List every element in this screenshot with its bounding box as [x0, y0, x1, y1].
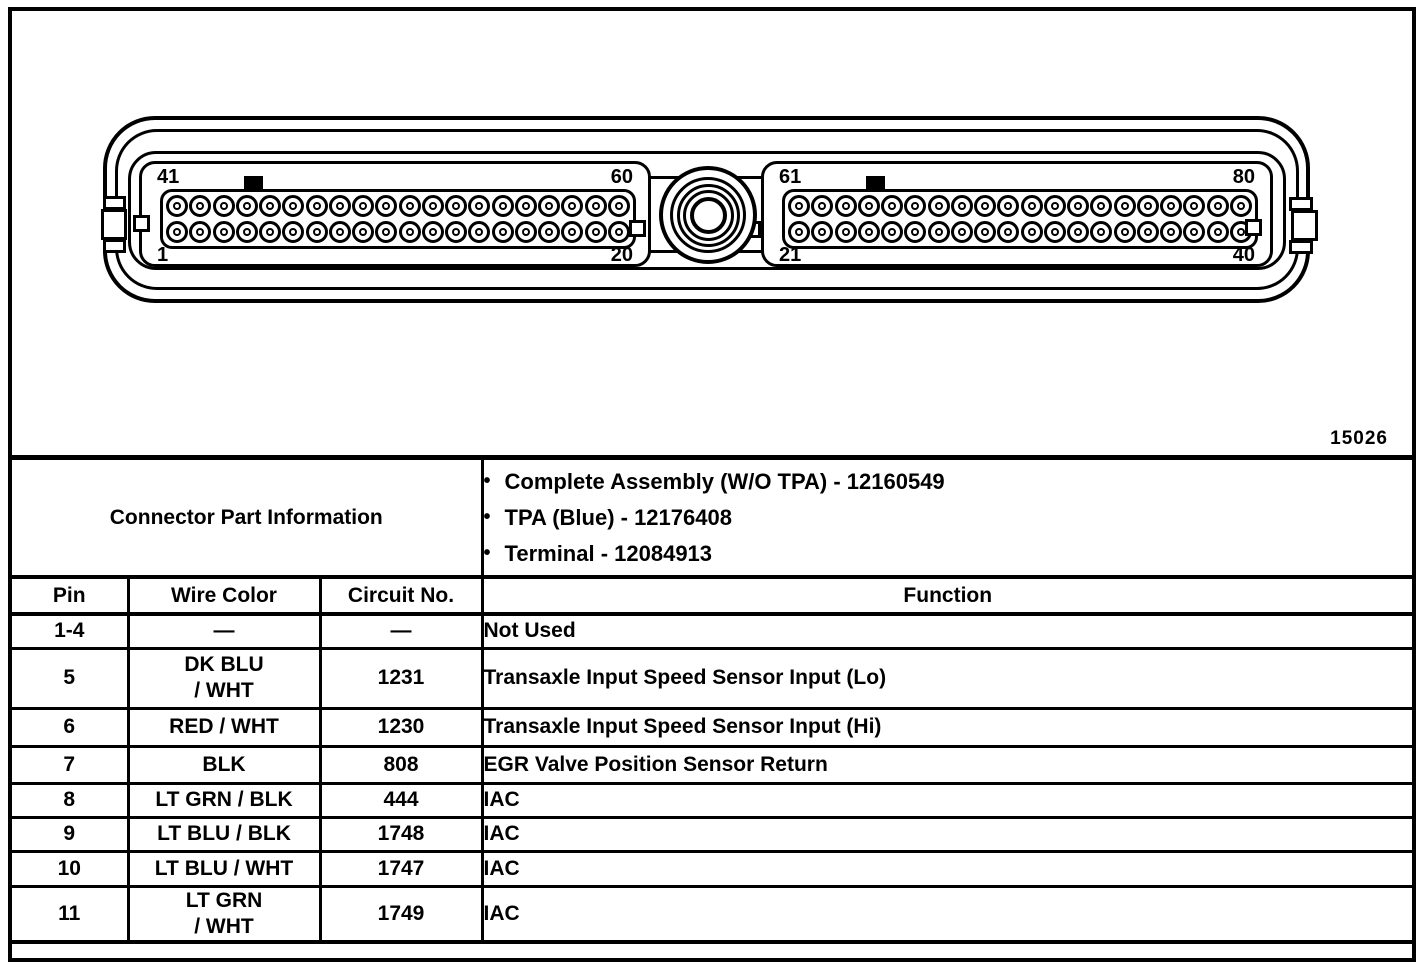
pin-cavity: [422, 221, 444, 243]
pin-cavity: [561, 195, 583, 217]
pin-cavity: [259, 195, 281, 217]
pin-cavity: [1137, 195, 1159, 217]
shell-notch: [1245, 219, 1262, 236]
pin-block-right: [761, 161, 1273, 267]
table-row: [12, 783, 1412, 817]
pin-cavity: [858, 195, 880, 217]
circuit-cell: 444: [320, 783, 482, 817]
pin-cavity: [445, 221, 467, 243]
bullet-icon: •: [483, 470, 491, 492]
pin-cavity: [375, 195, 397, 217]
wire-color-cell: RED / WHT: [128, 708, 320, 746]
header-function: Function: [482, 577, 1412, 614]
part-info-list: [482, 458, 1412, 578]
pin-cavity: [399, 221, 421, 243]
pin-cavity: [492, 195, 514, 217]
table-row: [12, 614, 1412, 648]
pin-cavity: [811, 195, 833, 217]
part-info-text: Complete Assembly (W/O TPA) - 12160549: [504, 469, 945, 494]
table-row: [12, 746, 1412, 783]
pin-cavity: [306, 221, 328, 243]
pin-cavity: [997, 195, 1019, 217]
shell-notch: [133, 215, 150, 232]
pin-row: [788, 193, 1252, 218]
function-cell: IAC: [483, 901, 520, 925]
header-wire-color: Wire Color: [128, 577, 320, 614]
part-info-item: [484, 503, 1412, 532]
pin-cavity: [951, 195, 973, 217]
part-info-title: Connector Part Information: [12, 458, 482, 578]
function-cell: IAC: [482, 817, 1412, 851]
pin-cavity: [904, 221, 926, 243]
pin-row: [788, 220, 1252, 245]
pin-cavity: [881, 195, 903, 217]
pin-label-60: 60: [610, 166, 633, 188]
wire-color-cell: LT GRN / WHT: [128, 886, 320, 942]
pin-cavity: [881, 221, 903, 243]
pin-cavity: [306, 195, 328, 217]
function-cell: EGR Valve Position Sensor Return: [482, 746, 1412, 783]
pin-cell: 5: [12, 648, 128, 708]
pin-cavity: [166, 221, 188, 243]
pin-label-1: 1: [157, 244, 169, 266]
pin-cavity: [928, 195, 950, 217]
part-info-text: TPA (Blue) - 12176408: [504, 505, 732, 530]
pin-shell-left: [160, 189, 636, 249]
pin-cavity: [1090, 221, 1112, 243]
pin-cavity: [236, 195, 258, 217]
pin-cavity: [561, 221, 583, 243]
pin-cavity: [1183, 195, 1205, 217]
pin-cavity: [1207, 221, 1229, 243]
circuit-cell: 1230: [320, 708, 482, 746]
table-row: [12, 851, 1412, 886]
pin-cavity: [375, 221, 397, 243]
function-cell: Transaxle Input Speed Sensor Input (Hi): [482, 708, 1412, 746]
function-cell: Not Used: [482, 614, 1412, 648]
pin-cell: 7: [12, 746, 128, 783]
table-row: [12, 817, 1412, 851]
pin-label-21: 21: [779, 244, 802, 266]
pin-cavity: [329, 195, 351, 217]
pin-shell-right: [782, 189, 1258, 249]
wire-color-cell: LT GRN / BLK: [128, 783, 320, 817]
pin-cavity: [1160, 221, 1182, 243]
pin-cavity: [538, 221, 560, 243]
pin-cell: 10: [12, 851, 128, 886]
pin-cavity: [835, 195, 857, 217]
pin-cavity: [515, 195, 537, 217]
pin-label-61: 61: [779, 166, 802, 188]
pin-cavity: [282, 221, 304, 243]
pin-cavity: [974, 221, 996, 243]
header-pin: Pin: [12, 577, 128, 614]
pin-cavity: [1021, 221, 1043, 243]
table-row: [12, 648, 1412, 708]
bullet-icon: •: [483, 506, 491, 528]
pin-cavity: [788, 195, 810, 217]
pin-cavity: [951, 221, 973, 243]
wire-color-cell: BLK: [128, 746, 320, 783]
pin-cavity: [352, 221, 374, 243]
pin-cavity: [1160, 195, 1182, 217]
pin-cell: 1-4: [12, 614, 128, 648]
wire-color-cell: DK BLU / WHT: [128, 648, 320, 708]
connector-pinout-table: [12, 455, 1412, 944]
pin-cavity: [585, 221, 607, 243]
pin-cavity: [468, 221, 490, 243]
part-info-row: [12, 458, 1412, 578]
function-cell: Transaxle Input Speed Sensor Input (Lo): [482, 648, 1412, 708]
circuit-cell: 1748: [320, 817, 482, 851]
circuit-cell: 1747: [320, 851, 482, 886]
wire-color-cell: LT BLU / BLK: [128, 817, 320, 851]
header-circuit-no: Circuit No.: [320, 577, 482, 614]
pin-cavity: [904, 195, 926, 217]
pin-cavity: [811, 221, 833, 243]
pin-cavity: [1067, 195, 1089, 217]
pin-cavity: [259, 221, 281, 243]
pin-cavity: [213, 221, 235, 243]
pin-cavity: [352, 195, 374, 217]
function-cell: IAC: [482, 783, 1412, 817]
pin-label-80: 80: [1232, 166, 1255, 188]
wire-color-cell: —: [128, 614, 320, 648]
pin-cavity: [1021, 195, 1043, 217]
pin-cavity: [329, 221, 351, 243]
pin-cavity: [788, 221, 810, 243]
connector-diagram: [0, 0, 1424, 455]
pin-cavity: [858, 221, 880, 243]
pin-cavity: [1137, 221, 1159, 243]
bullet-icon: •: [483, 542, 491, 564]
pin-label-41: 41: [157, 166, 180, 188]
pin-cavity: [538, 195, 560, 217]
circuit-cell: 1231: [320, 648, 482, 708]
circuit-cell: 1749: [320, 886, 482, 942]
pin-row: [166, 193, 630, 218]
function-cell: IAC: [482, 851, 1412, 886]
pin-cavity: [928, 221, 950, 243]
pin-cavity: [835, 221, 857, 243]
circuit-cell: 808: [320, 746, 482, 783]
pin-cavity: [282, 195, 304, 217]
pin-cavity: [166, 195, 188, 217]
pin-cell: 11: [12, 886, 128, 942]
pin-cavity: [1114, 221, 1136, 243]
part-info-item: [484, 467, 1412, 496]
pin-cavity: [1207, 195, 1229, 217]
pin-cavity: [608, 195, 630, 217]
pin-cavity: [1044, 195, 1066, 217]
pin-cavity: [1067, 221, 1089, 243]
pin-label-20: 20: [610, 244, 633, 266]
pin-cavity: [1114, 195, 1136, 217]
pin-label-40: 40: [1232, 244, 1255, 266]
pin-cavity: [585, 195, 607, 217]
figure-number: 15026: [1330, 428, 1388, 449]
shell-notch: [629, 220, 646, 237]
pin-cavity: [1044, 221, 1066, 243]
header-row: [12, 577, 1412, 614]
pin-cavity: [515, 221, 537, 243]
pin-cavity: [236, 221, 258, 243]
pin-cavity: [213, 195, 235, 217]
pin-cavity: [492, 221, 514, 243]
pin-block-left: [139, 161, 651, 267]
mounting-bolt-icon: [659, 166, 757, 264]
table-row: [12, 708, 1412, 746]
pin-cavity: [1230, 195, 1252, 217]
pin-cell: 9: [12, 817, 128, 851]
pin-cell: 6: [12, 708, 128, 746]
pin-cavity: [608, 221, 630, 243]
pin-cavity: [445, 195, 467, 217]
pin-cavity: [189, 195, 211, 217]
pin-cavity: [399, 195, 421, 217]
pin-cavity: [468, 195, 490, 217]
pin-cavity: [974, 195, 996, 217]
pin-cell: 8: [12, 783, 128, 817]
wire-color-cell: LT BLU / WHT: [128, 851, 320, 886]
circuit-cell: —: [320, 614, 482, 648]
pin-cavity: [189, 221, 211, 243]
pin-cavity: [997, 221, 1019, 243]
pin-cavity: [1183, 221, 1205, 243]
part-info-item: [484, 539, 1412, 568]
table-row: [12, 886, 1412, 942]
pin-cavity: [1090, 195, 1112, 217]
pin-cavity: [422, 195, 444, 217]
pin-row: [166, 220, 630, 245]
part-info-text: Terminal - 12084913: [504, 541, 713, 566]
